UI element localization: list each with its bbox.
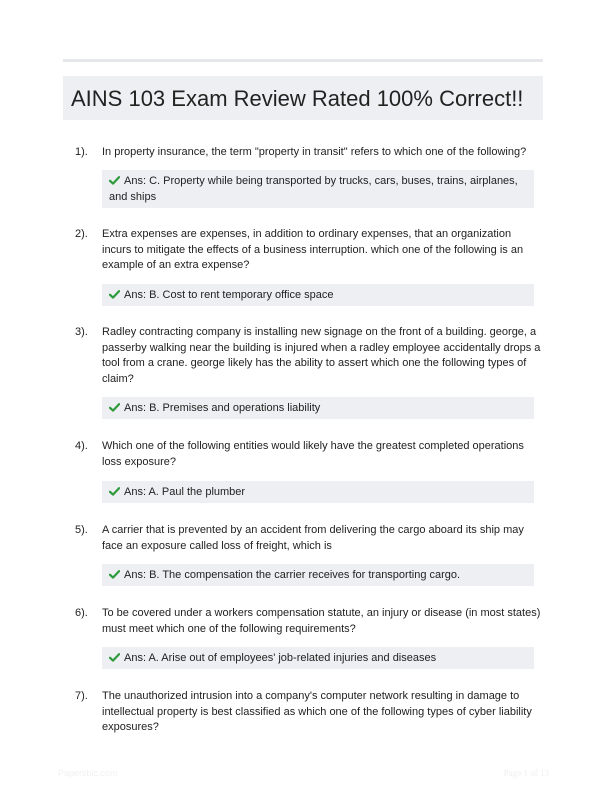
answer-text: Ans: B. The compensation the carrier receives for transporting cargo. bbox=[124, 569, 461, 581]
answer-text: Ans: C. Property while being transported by trucks, cars, buses, trains, airplanes, and ships bbox=[109, 175, 518, 203]
question-number: 3). bbox=[75, 326, 88, 338]
question-number: 2). bbox=[75, 228, 88, 240]
footer-page-number: Page 1 of 13 bbox=[503, 768, 549, 778]
answer-text: Ans: B. Cost to rent temporary office space bbox=[124, 289, 334, 301]
answer-text: Ans: A. Paul the plumber bbox=[124, 486, 246, 498]
check-icon bbox=[109, 403, 120, 412]
answer-box bbox=[102, 284, 534, 306]
question-number: 5). bbox=[75, 524, 88, 536]
answer-text: Ans: A. Arise out of employees' job-related injuries and diseases bbox=[124, 652, 437, 664]
footer-site-watermark: Papersbic.com bbox=[58, 768, 118, 778]
answer-box bbox=[102, 397, 534, 419]
check-icon bbox=[109, 570, 120, 579]
question-text: The unauthorized intrusion into a company's computer network resulting in damage to intellectual property is best classified as which one of the following types of cyber liability exposures? bbox=[102, 690, 532, 733]
question-number: 6). bbox=[75, 607, 88, 619]
question-text: Which one of the following entities would likely have the greatest completed operations loss exposure? bbox=[102, 440, 524, 468]
question-text: Extra expenses are expenses, in addition to ordinary expenses, that an organization incurs to mitigate the effects of a business interruption. which one of the following is an example of an extra expense? bbox=[102, 228, 524, 271]
check-icon bbox=[109, 176, 120, 185]
check-icon bbox=[109, 487, 120, 496]
title-banner bbox=[63, 76, 543, 120]
answer-box bbox=[102, 564, 534, 586]
answer-text: Ans: B. Premises and operations liability bbox=[124, 402, 321, 414]
answer-box bbox=[102, 481, 534, 503]
question-number: 4). bbox=[75, 440, 88, 452]
question-text: Radley contracting company is installing new signage on the front of a building. george, a passerby walking near the building is injured when a radley employee accidentally drops a tool from a crane. george likely has the ability to assert which one the following types of claim? bbox=[102, 326, 541, 385]
question-text: A carrier that is prevented by an accident from delivering the cargo aboard its ship may face an exposure called loss of freight, which is bbox=[102, 524, 524, 552]
check-icon bbox=[109, 653, 120, 662]
answer-box bbox=[102, 170, 534, 208]
question-number: 7). bbox=[75, 690, 88, 702]
question-number: 1). bbox=[75, 146, 88, 158]
question-text: To be covered under a workers compensation statute, an injury or disease (in most states) must meet which one of the following requirements? bbox=[102, 607, 541, 635]
answer-box bbox=[102, 647, 534, 669]
top-divider bbox=[63, 59, 543, 62]
check-icon bbox=[109, 290, 120, 299]
question-text: In property insurance, the term "property in transit" refers to which one of the following? bbox=[102, 146, 527, 158]
document-title: AINS 103 Exam Review Rated 100% Correct!! bbox=[71, 86, 524, 111]
